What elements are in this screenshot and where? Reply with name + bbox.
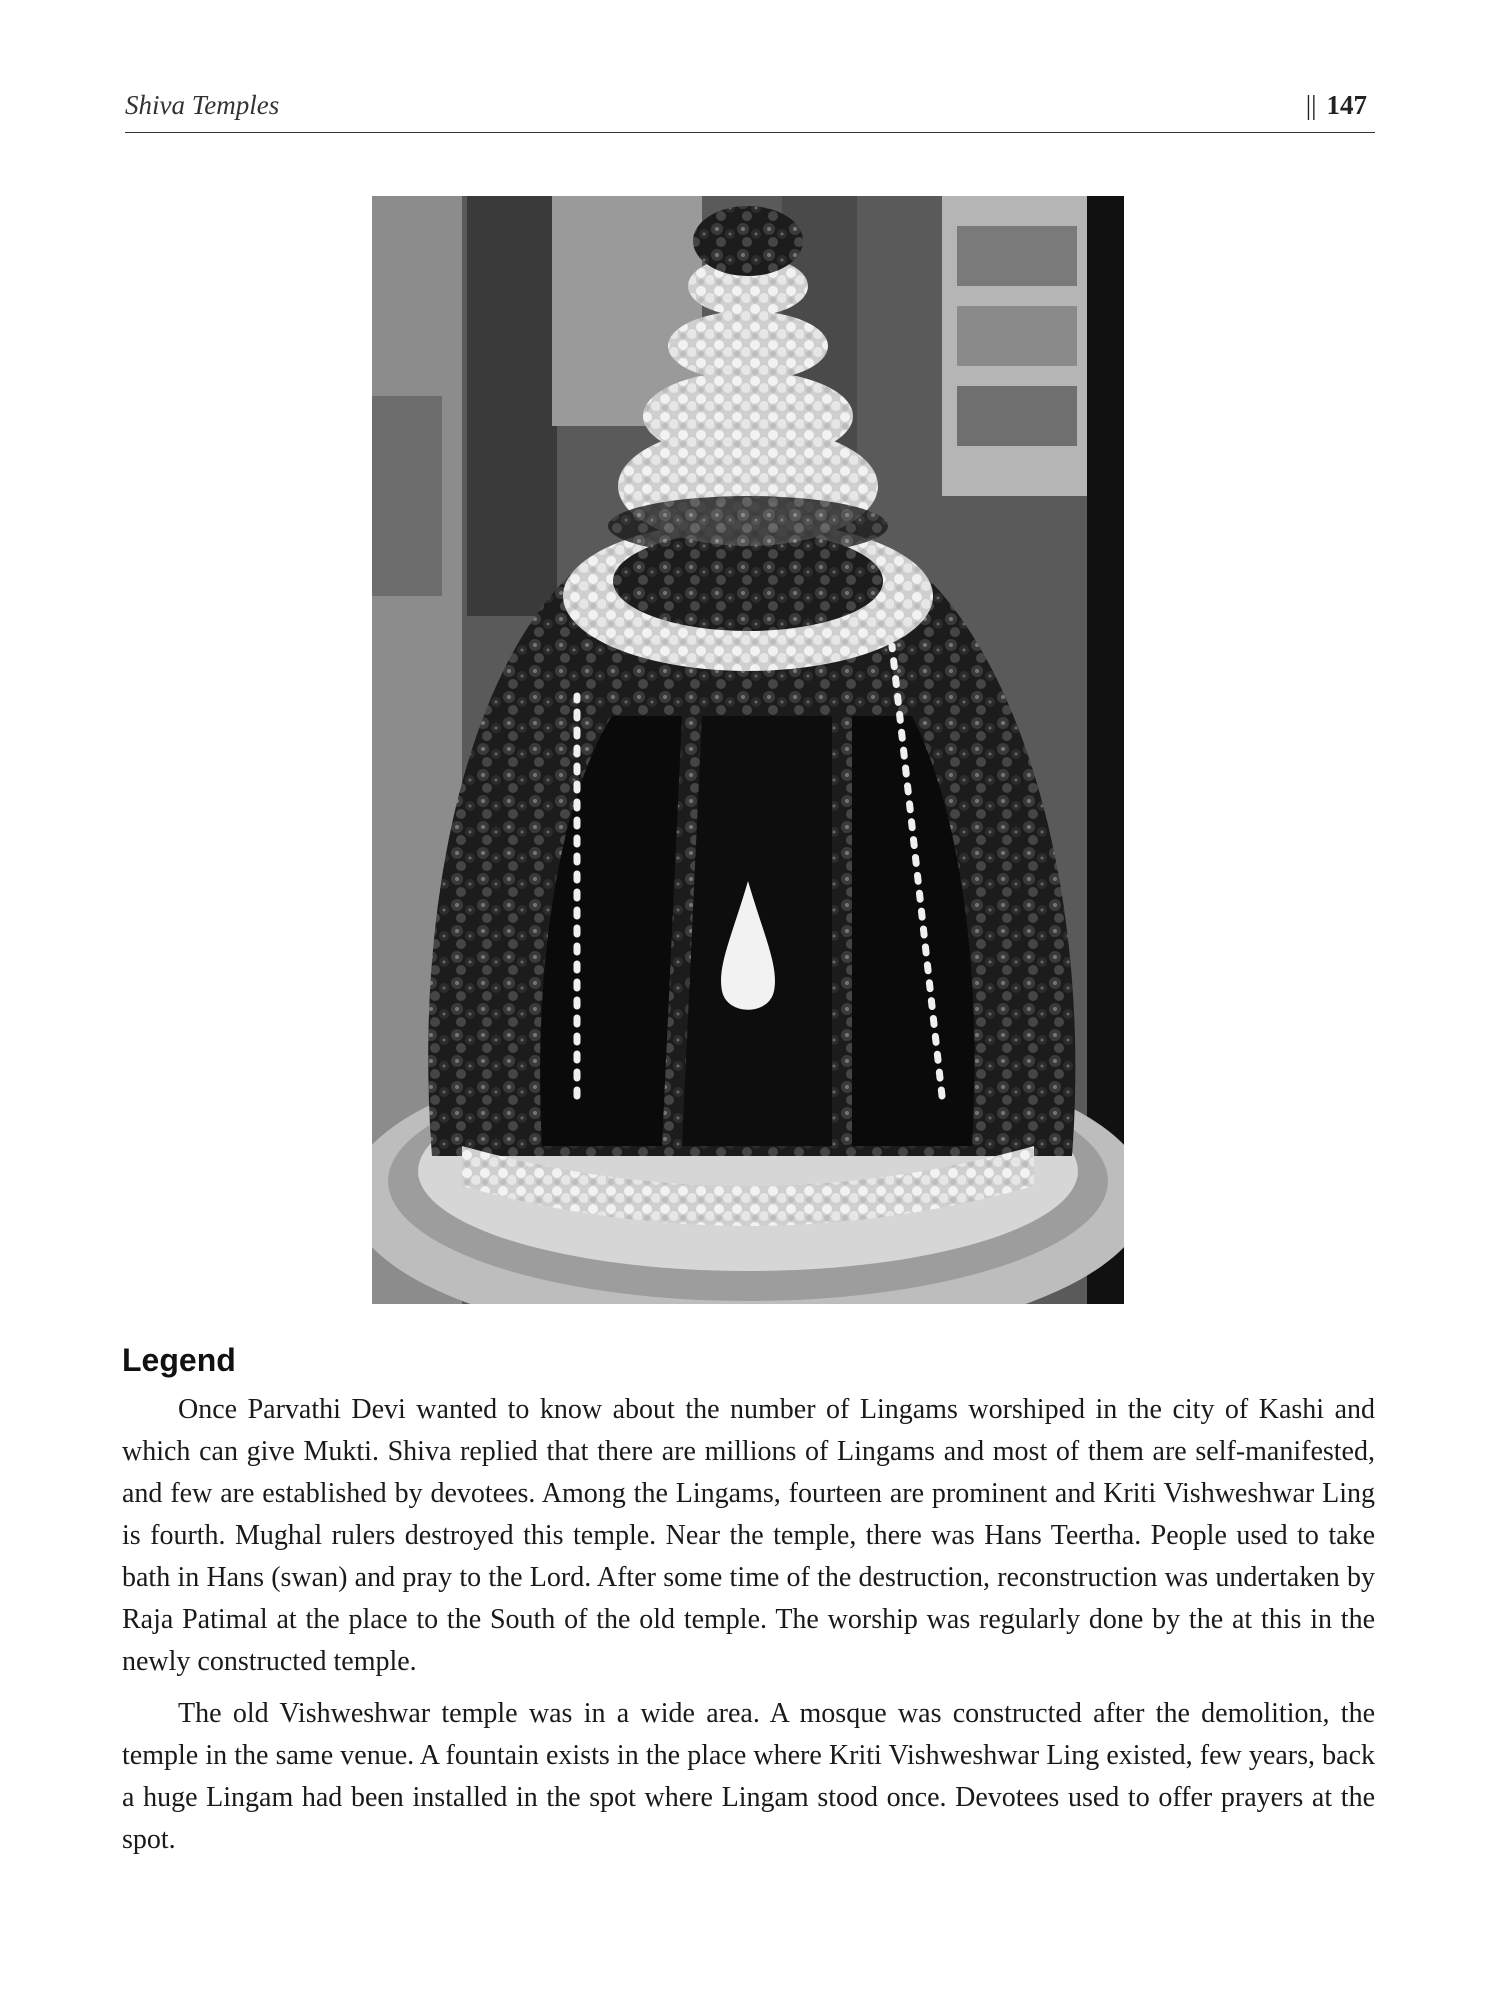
section-heading: Legend — [122, 1342, 236, 1378]
lingam-photo — [372, 196, 1124, 1304]
paragraph: Once Parvathi Devi wanted to know about the number of Lingams worshiped in the city of Kashi and which can give Mukti. Shiva replied that there are millions of Lingams and most of them are self-manifested, and few are established by devotees. Among the Lingams, fourteen are prominent and Kriti Vishweshwar Ling is fourth. Mughal rulers destroyed this temple. Near the temple, there was Hans Teertha. People used to take bath in Hans (swan) and pray to the Lord. After some time of the destruction, reconstruction was undertaken by Raja Patimal at the place to the South of the old temple. The worship was regularly done by the at this in the newly constructed temple. — [122, 1394, 1375, 1677]
page-header — [125, 88, 1375, 133]
body-text — [122, 1389, 1375, 1871]
paragraph: The old Vishweshwar temple was in a wide area. A mosque was constructed after the demolition, the temple in the same venue. A fountain exists in the place where Kriti Vishweshwar Ling existed, few years, back a huge Lingam had been installed in the spot where Lingam stood once. Devotees used to offer prayers at the spot. — [122, 1698, 1375, 1855]
running-title: Shiva Temples — [125, 90, 280, 120]
header-separator: || — [1305, 90, 1317, 120]
lingam-illustration — [372, 196, 1124, 1304]
page-number-block — [1306, 90, 1367, 121]
page-number: 147 — [1326, 90, 1367, 120]
